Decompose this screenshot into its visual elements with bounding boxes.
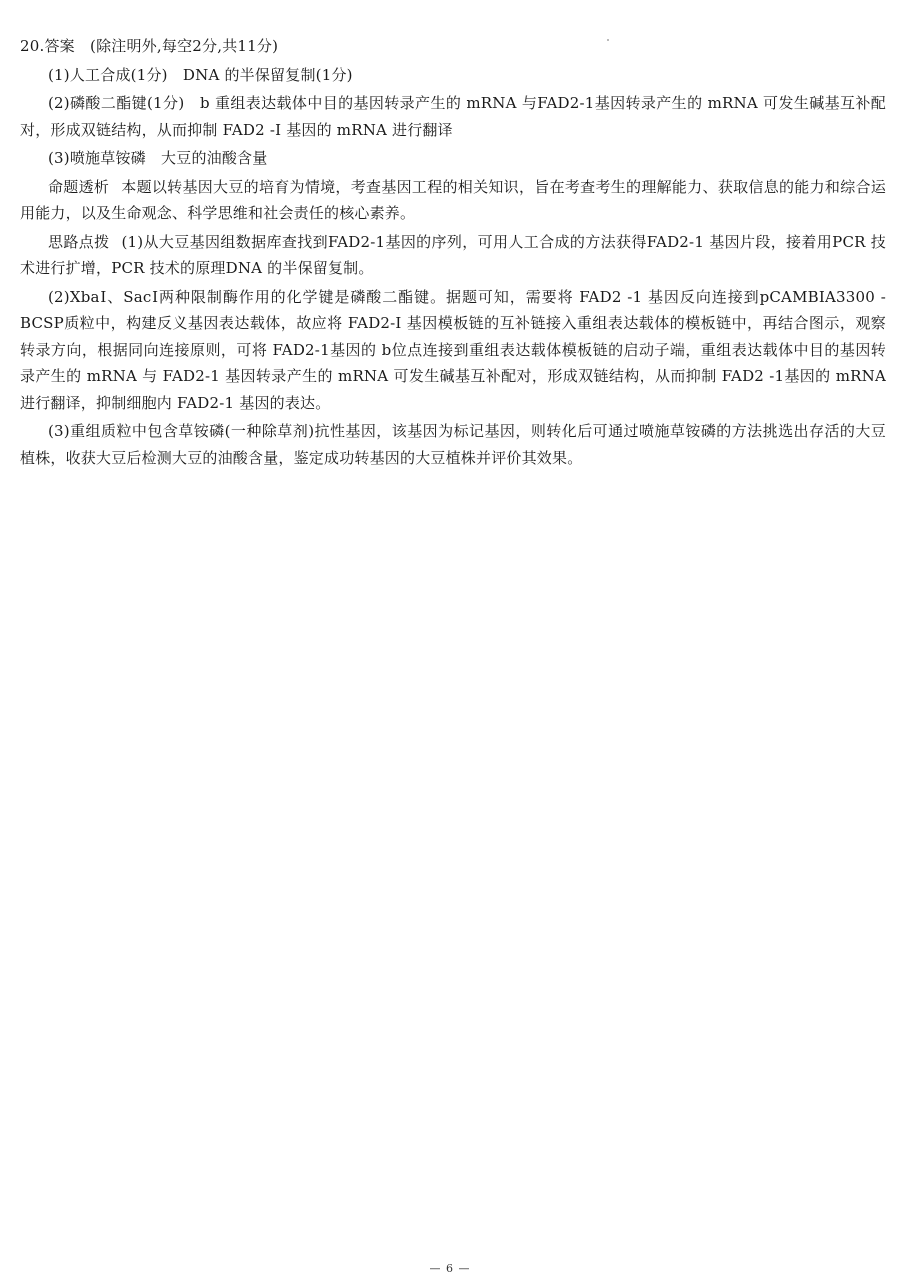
question-heading: 20.答案 (除注明外,每空2分,共11分) — [20, 37, 279, 55]
hints-label: 思路点拨 — [48, 232, 110, 251]
answer-part-1: (1)人工合成(1分) DNA 的半保留复制(1分) — [48, 65, 353, 84]
hints-paragraph-1 — [20, 229, 886, 282]
analysis-paragraph — [20, 174, 886, 227]
answer-section — [20, 33, 886, 473]
page-number: — 6 — — [429, 1262, 471, 1275]
analysis-label: 命题透析 — [48, 177, 110, 196]
answer-part-3: (3)喷施草铵磷 大豆的油酸含量 — [48, 149, 268, 167]
hints-text-1: (1)从大豆基因组数据库查找到FAD2-1基因的序列，可用人工合成的方法获得FAD2-1 基因片段，接着用PCR 技术进行扩增，PCR 技术的原理DNA 的半保留复制。 — [20, 232, 886, 277]
analysis-text: 本题以转基因大豆的培育为情境，考查基因工程的相关知识，旨在考查考生的理解能力、获取信息的能力和综合运用能力，以及生命观念、科学思维和社会责任的核心素养。 — [20, 177, 886, 222]
hints-paragraph-3: (3)重组质粒中包含草铵磷(一种除草剂)抗性基因，该基因为标记基因，则转化后可通过喷施草铵磷的方法挑选出存活的大豆植株，收获大豆后检测大豆的油酸含量，鉴定成功转基因的大豆植株并评价其效果。 — [20, 422, 886, 467]
answer-part-2: (2)磷酸二酯键(1分) b 重组表达载体中目的基因转录产生的 mRNA 与FAD2-1基因转录产生的 mRNA 可发生碱基互补配对，形成双链结构，从而抑制 FAD2 -I 基因的 mRNA 进行翻译 — [20, 94, 886, 139]
hints-paragraph-2: (2)XbaⅠ、SacⅠ两种限制酶作用的化学键是磷酸二酯键。据题可知，需要将 FAD2 -1 基因反向连接到pCAMBIA3300 -BCSP质粒中，构建反义基因表达载体，故应将 FAD2-I 基因模板链的互补链接入重组表达载体的模板链中，再结合图示，观察转录方向，根据同向连接原则，可将 FAD2-1基因的 b位点连接到重组表达载体模板链的启动子端，重组表达载体中目的基因转录产生的 mRNA 与 FAD2-1 基因转录产生的 mRNA 可发生碱基互补配对，形成双链结构，从而抑制 FAD2 -1基因的 mRNA 进行翻译，抑制细胞内 FAD2-1 基因的表达。 — [20, 287, 886, 412]
